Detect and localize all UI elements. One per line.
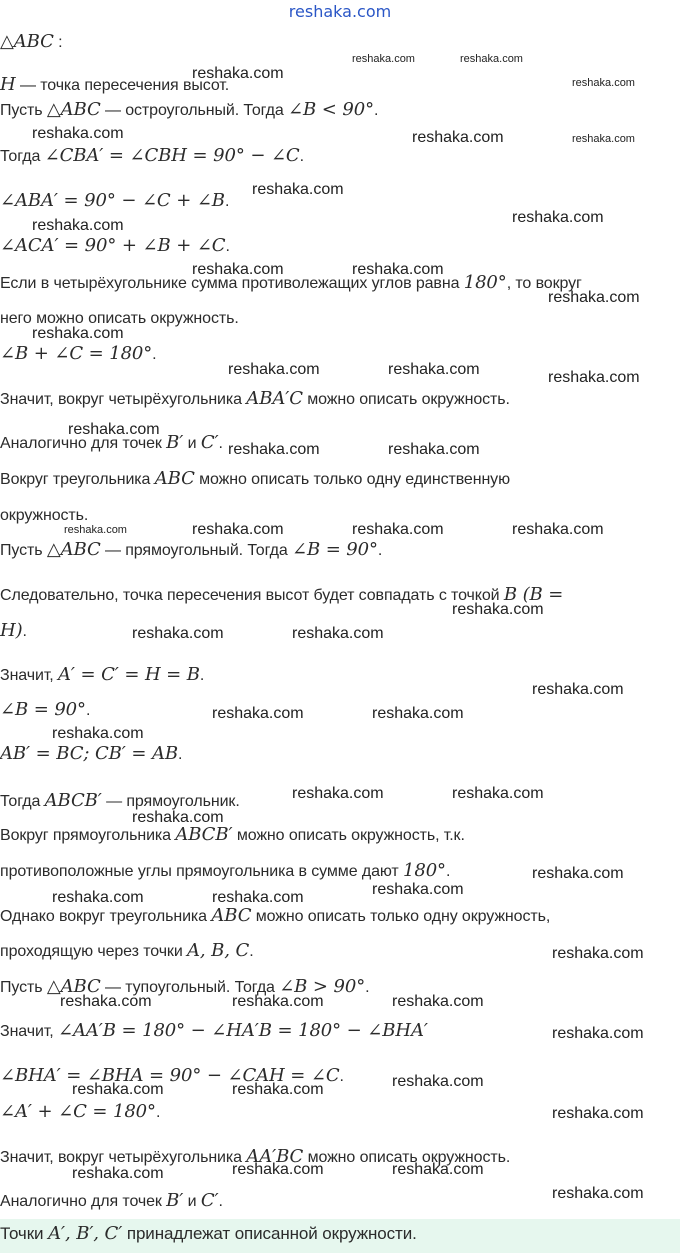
watermark: reshaka.com (232, 1081, 324, 1098)
watermark: reshaka.com (64, 524, 127, 536)
watermark: reshaka.com (192, 65, 284, 82)
watermark: reshaka.com (452, 601, 544, 618)
watermark: reshaka.com (72, 1081, 164, 1098)
solution-line: Значит, ∠AA′B = 180° − ∠HA′B = 180° − ∠BHA′ (0, 1020, 428, 1041)
watermark: reshaka.com (388, 361, 480, 378)
watermark: reshaka.com (512, 521, 604, 538)
watermark: reshaka.com (132, 809, 224, 826)
watermark: reshaka.com (60, 993, 152, 1010)
solution-line: Значит, вокруг четырёхугольника AA′BC можно описать окружность. (0, 1146, 511, 1167)
solution-line: Вокруг прямоугольника ABCB′ можно описать окружность, т.к. (0, 824, 465, 845)
watermark: reshaka.com (532, 681, 624, 698)
watermark: reshaka.com (452, 785, 544, 802)
conclusion-box (0, 1219, 680, 1253)
watermark: reshaka.com (392, 1161, 484, 1178)
watermark: reshaka.com (232, 1161, 324, 1178)
watermark: reshaka.com (32, 325, 124, 342)
watermark: reshaka.com (228, 361, 320, 378)
solution-line: Вокруг треугольника ABC можно описать только одну единственную (0, 468, 510, 489)
solution-line: Тогда ABCB′ — прямоугольник. (0, 790, 240, 811)
solution-line: окружность. (0, 507, 89, 524)
solution-line: противоположные углы прямоугольника в сумме дают 180°. (0, 860, 451, 881)
watermark: reshaka.com (52, 725, 144, 742)
solution-line: Аналогично для точек B′ и C′. (0, 1190, 223, 1211)
watermark: reshaka.com (572, 133, 635, 145)
solution-line: Пусть △ABC — остроугольный. Тогда ∠B < 90°. (0, 99, 379, 120)
watermark: reshaka.com (212, 705, 304, 722)
watermark: reshaka.com (252, 181, 344, 198)
watermark: reshaka.com (132, 625, 224, 642)
watermark: reshaka.com (548, 369, 640, 386)
solution-line: ∠ACA′ = 90° + ∠B + ∠C. (0, 235, 230, 256)
solution-line: H — точка пересечения высот. (0, 74, 230, 95)
solution-line: ∠B = 90°. (0, 699, 91, 720)
solution-line: Тогда ∠CBA′ = ∠CBH = 90° − ∠C. (0, 145, 304, 166)
solution-line: Пусть △ABC — тупоугольный. Тогда ∠B > 90°. (0, 976, 370, 997)
watermark: reshaka.com (412, 129, 504, 146)
solution-line: него можно описать окружность. (0, 310, 239, 327)
watermark: reshaka.com (392, 1073, 484, 1090)
watermark: reshaka.com (552, 945, 644, 962)
watermark: reshaka.com (372, 705, 464, 722)
watermark: reshaka.com (552, 1105, 644, 1122)
solution-line: AB′ = BC; CB′ = AB. (0, 743, 183, 764)
solution-line: Следовательно, точка пересечения высот будет совпадать с точкой B (B = (0, 584, 564, 605)
solution-line: Пусть △ABC — прямоугольный. Тогда ∠B = 90°. (0, 539, 383, 560)
watermark: reshaka.com (352, 521, 444, 538)
solution-line: Значит, A′ = C′ = H = B. (0, 664, 205, 685)
watermark: reshaka.com (372, 881, 464, 898)
solution-line: Если в четырёхугольнике сумма противолежащих углов равна 180°, то вокруг (0, 272, 582, 293)
watermark: reshaka.com (548, 289, 640, 306)
solution-line: △ABC : (0, 31, 63, 52)
conclusion-text: Точки A′, B′, C′ принадлежат описанной окружности. (0, 1223, 417, 1244)
solution-line: Значит, вокруг четырёхугольника ABA′C можно описать окружность. (0, 388, 510, 409)
watermark: reshaka.com (292, 785, 384, 802)
watermark: reshaka.com (552, 1185, 644, 1202)
watermark: reshaka.com (232, 993, 324, 1010)
solution-line: ∠B + ∠C = 180°. (0, 343, 157, 364)
watermark: reshaka.com (572, 77, 635, 89)
watermark: reshaka.com (532, 865, 624, 882)
watermark: reshaka.com (460, 53, 523, 65)
watermark: reshaka.com (392, 993, 484, 1010)
solution-line: проходящую через точки A, B, C. (0, 940, 254, 961)
solution-line: H). (0, 620, 27, 641)
solution-line: ∠BHA′ = ∠BHA = 90° − ∠CAH = ∠C. (0, 1065, 344, 1086)
site-title[interactable]: reshaka.com (288, 2, 392, 21)
watermark: reshaka.com (292, 625, 384, 642)
solution-line: ∠A′ + ∠C = 180°. (0, 1101, 161, 1122)
watermark: reshaka.com (52, 889, 144, 906)
watermark: reshaka.com (212, 889, 304, 906)
solution-line: Аналогично для точек B′ и C′. (0, 432, 223, 453)
watermark: reshaka.com (192, 261, 284, 278)
watermark: reshaka.com (68, 421, 160, 438)
watermark: reshaka.com (72, 1165, 164, 1182)
watermark: reshaka.com (512, 209, 604, 226)
solution-line: ∠ABA′ = 90° − ∠C + ∠B. (0, 190, 230, 211)
watermark: reshaka.com (228, 441, 320, 458)
watermark: reshaka.com (32, 217, 124, 234)
watermark: reshaka.com (352, 53, 415, 65)
watermark: reshaka.com (32, 125, 124, 142)
watermark: reshaka.com (192, 521, 284, 538)
watermark: reshaka.com (352, 261, 444, 278)
solution-line: Однако вокруг треугольника ABC можно описать только одну окружность, (0, 905, 551, 926)
watermark: reshaka.com (388, 441, 480, 458)
watermark: reshaka.com (552, 1025, 644, 1042)
